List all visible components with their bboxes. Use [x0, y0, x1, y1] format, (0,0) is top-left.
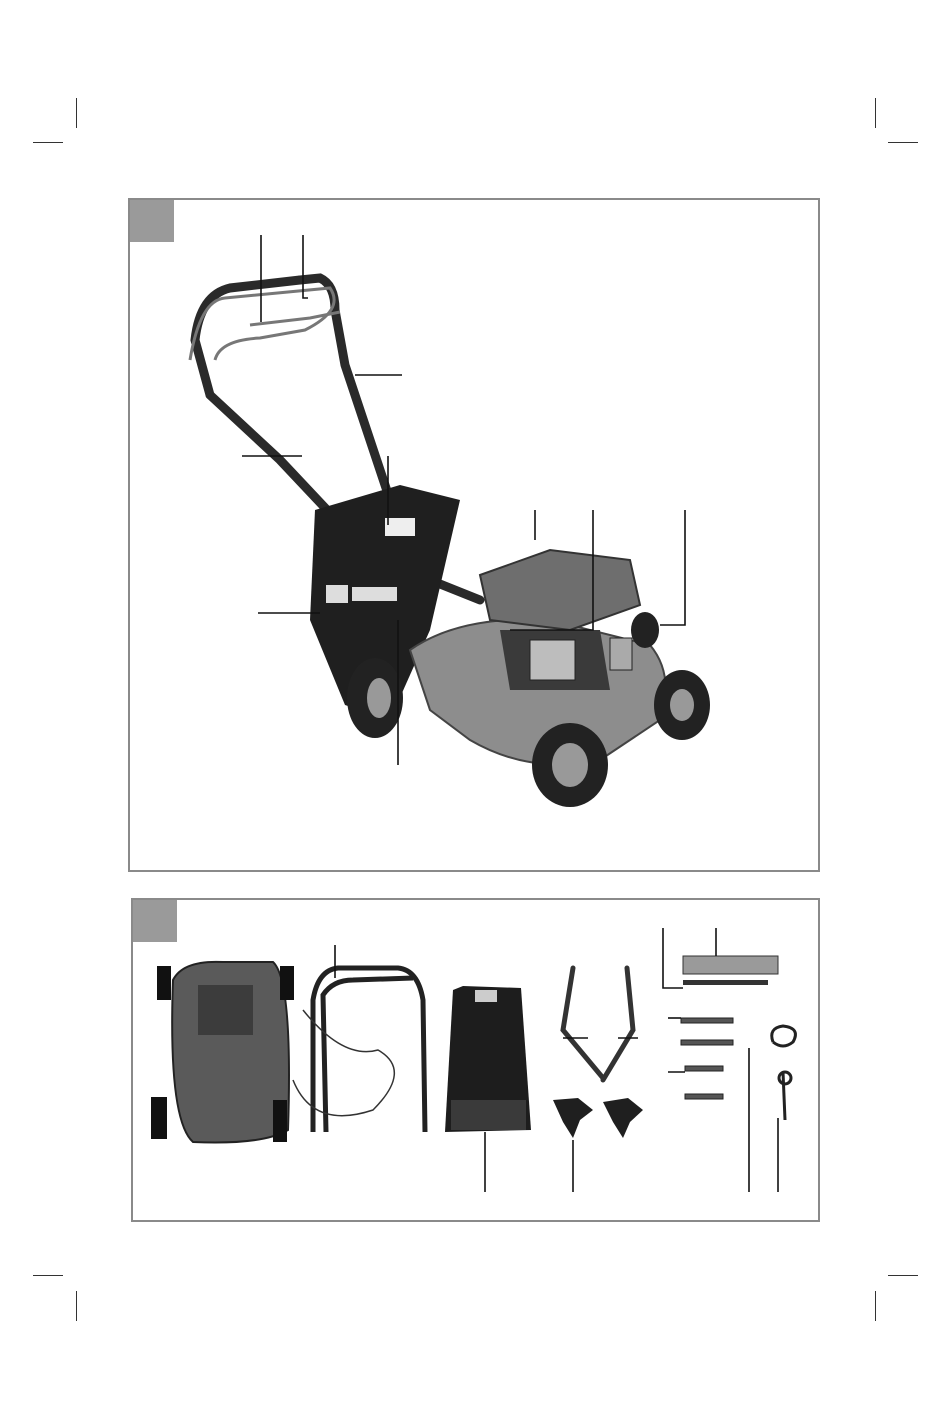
figure-2-panel	[131, 898, 820, 1222]
spark-plug-wrench-icon	[683, 956, 778, 985]
star-knob-icon	[553, 1098, 643, 1138]
crop-mark	[875, 98, 876, 128]
crop-mark	[76, 1291, 77, 1321]
crop-mark	[33, 1275, 63, 1276]
crop-mark	[33, 142, 63, 143]
lawnmower-illustration	[130, 200, 822, 874]
grass-bag-icon	[445, 986, 531, 1132]
handle-frame-icon	[313, 968, 425, 1132]
crop-mark	[888, 142, 918, 143]
figure-1-panel	[128, 198, 820, 872]
crop-mark	[875, 1291, 876, 1321]
mower-body-icon	[151, 962, 294, 1143]
crop-mark	[888, 1275, 918, 1276]
cable-icon	[293, 1010, 394, 1116]
parts-illustration	[133, 900, 822, 1224]
crop-mark	[76, 98, 77, 128]
clip-icon	[772, 1026, 796, 1120]
screw-icon	[681, 1018, 733, 1099]
lower-handle-icon	[563, 968, 633, 1080]
